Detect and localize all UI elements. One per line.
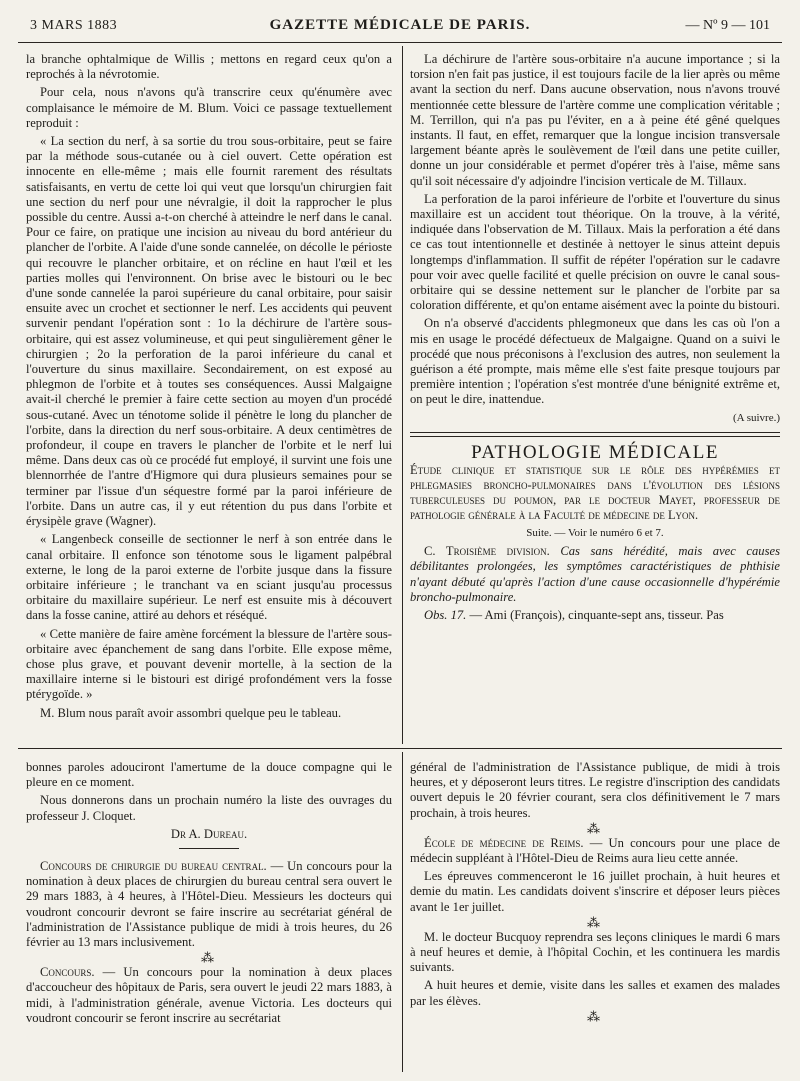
announcement-text: — Un concours pour une place de médecin suppléant à l'Hôtel-Dieu de Reims aura lieu cette année.	[410, 835, 781, 866]
announcement-paragraph	[410, 836, 780, 866]
upper-right-column	[410, 52, 780, 626]
upper-left-column	[26, 52, 392, 724]
middle-rule	[18, 748, 782, 749]
lower-right-column	[410, 760, 780, 1024]
upper-column-divider	[402, 46, 403, 744]
observation-label: Obs. 17.	[424, 608, 467, 623]
paragraph: « Cette manière de faire amène forcément la blessure de l'artère sous-orbitaire avec épanchement de sang dans l'orbite. Elle expose même, chose plus grave, et pouvant devenir mortelle, à la section de la maxillaire interne si le bistouri est dirigé profondément vers la fosse ptérygoïde. »	[26, 626, 392, 702]
paragraph: la branche ophtalmique de Willis ; mettons en regard ceux qu'on a reprochés à la névrotomie.	[26, 52, 392, 82]
ornament-stars: ⁂	[587, 1008, 603, 1024]
paragraph: bonnes paroles adouciront l'amertume de la douce compagne qui le pleure en ce moment.	[26, 760, 392, 790]
continuation-note: Suite. — Voir le numéro 6 et 7.	[526, 527, 664, 540]
paragraph: M. Blum nous paraît avoir assombri quelque peu le tableau.	[40, 705, 342, 720]
paragraph: général de l'administration de l'Assistance publique, de midi à trois heures, et y déposeront leurs titres. Le registre d'inscription des candidats ouvert depuis le 20 février courant, sera clos définitivement le 7 mars prochain, à trois heures.	[410, 760, 780, 820]
header-rule	[18, 42, 782, 43]
announcement-title: École de médecine de Reims.	[424, 835, 584, 850]
section-title: PATHOLOGIE MÉDICALE	[471, 441, 719, 463]
section-double-rule	[410, 432, 780, 437]
issue-page-number: — Nº 9 — 101	[685, 18, 770, 33]
paragraph: Pour cela, nous n'avons qu'à transcrire ceux qu'énumère avec complaisance le mémoire de M. Blum. Voici ce passage textuellement reproduit :	[26, 85, 392, 130]
paragraph: M. le docteur Bucquoy reprendra ses leçons cliniques le mardi 6 mars à neuf heures et demie, à l'hôpital Cochin, et les continuera les mardis suivants.	[410, 929, 780, 975]
lower-left-column	[26, 760, 392, 1029]
announcement-text: — Un concours pour la nomination à deux places d'accoucheur des hôpitaux de Paris, sera ouvert le jeudi 22 mars 1883, à midi, à l'administration générale, avenue Victoria. Les docteurs qui voudront concourir se feront inscrire au secrétariat	[26, 965, 392, 1025]
header-date: 3 MARS 1883	[30, 18, 118, 33]
paragraph: « Langenbeck conseille de sectionner le nerf à son entrée dans le canal orbitaire. Il enfonce son ténotome sous le ligament palpébral externe, le long de la paroi externe de l'orbite jusque dans la fissure orbitaire inférieure ; le tranchant va en sciant jusqu'au processus orbitaire du maxillaire supérieur. Le nerf est ensuite mis à découvert dans la fosse canine, attiré au dehors et réséqué.	[26, 532, 392, 623]
author-signature: Dr A. Dureau.	[170, 826, 248, 841]
paragraph: « La section du nerf, à sa sortie du trou sous-orbitaire, peut se faire par la méthode sous-cutanée ou à ciel ouvert. Cette opération est innocente en elle-même ; mais elle fournit rarement des résultats satisfaisants, en vertu de cette loi qui veut que lorsqu'un chirurgien fait une section du nerf pour une névralgie, il doit la rapprocher le plus possible du centre. Aussi a-t-on cherché à atteindre le nerf dans le canal. Pour ce faire, on pratique une incision au niveau du bord antérieur du plancher de l'orbite. A l'aide d'une sonde cannelée, on décolle le périoste qui recouvre le plancher orbitaire, et on récline en haut l'œil et les parties molles qui l'environnent. On brise avec le bistouri ou le bec d'une sonde cannelée la paroi supérieure du canal orbitaire, pour saisir ensuite avec un crochet et sectionner le nerf. Les accidents qui peuvent survenir pendant l'opération sont : 1o la déchirure de l'artère sous-orbitaire, qui est assez volumineuse, et qui peut singulièrement gêner le chirurgien ; 2o la perforation de la paroi inférieure du canal et l'ouverture du sinus maxillaire. Secondairement, on est exposé au phlegmon de l'orbite et à toutes ses conséquences. Aussi Malgaigne avait-il cherché le premier à faire cette section au moyen d'un procédé sous-cutané. Avec un ténotome solide il pénètre le long du plancher de l'orbite, dans la direction du nerf sous-orbitaire. A deux centimètres de profondeur, il coupe en travers le plancher de l'orbite et le nerf lui même. Dans deux cas où ce procédé fut employé, il survint une fois une blennorrhée de l'antre d'Higmore qui dura plusieurs semaines pour se terminer par l'issue d'un séquestre formé par la paroi inférieure de l'orbite. Dans un autre cas, il y eut rétention du pus dans l'orbite et érysipèle grave (Wagner).	[26, 134, 392, 529]
case-heading: C. Troisième division.	[424, 544, 550, 559]
ornament-stars: ⁂	[201, 950, 217, 966]
paragraph: A huit heures et demie, visite dans les salles et examen des malades par les élèves.	[410, 978, 780, 1008]
announcement-title: Concours de chirurgie du bureau central.	[40, 859, 267, 874]
paragraph: On n'a observé d'accidents phlegmoneux que dans les cas où l'on a mis en usage le procédé défectueux de Malgaigne. Quand on a suivi le procédé que nous préconisons à l'exclusion des autres, non seulement la guérison a été prompte, mais même elle s'est faite presque toujours par première intention ; l'opération s'est montrée d'une bénignité extrême et, on peut le dire, inattendue.	[410, 316, 780, 407]
paragraph: Les épreuves commenceront le 16 juillet prochain, à huit heures et demie du matin. Les candidats doivent s'inscrire et déposer leurs pièces avant le 1er juillet.	[410, 869, 780, 914]
separator-rule	[179, 848, 239, 849]
announcement-title: Concours.	[40, 965, 95, 980]
announcement-text: — Un concours pour la nomination à deux places de chirurgien du bureau central sera ouvert le 29 mars 1883, à 4 heures, à l'Hôtel-Dieu. Messieurs les docteurs qui voudront concourir devront se faire inscrire au secrétariat général de l'administration de l'Assistance publique de midi à trois heures, du 26 février au 13 mars inclusivement.	[26, 859, 393, 950]
page-header	[30, 16, 770, 38]
announcement-paragraph	[26, 859, 392, 950]
announcement-paragraph	[26, 965, 392, 1026]
ornament-stars: ⁂	[587, 914, 603, 930]
section-subtitle: Étude clinique et statistique sur le rôle des hypérémies et phlegmasies broncho-pulmonaires dans l'évolution des lésions tuberculeuses du poumon, par le docteur Mayet, professeur de pathologie générale à la Faculté de médecine de Lyon.	[410, 463, 780, 523]
lower-column-divider	[402, 752, 403, 1072]
case-description: Cas sans hérédité, mais avec causes débilitantes prolongées, les symptômes caractéristiques de phthisie n'ayant débuté qu'après l'action d'une cause occasionnelle d'hypérémie broncho-pulmonaire.	[410, 544, 780, 604]
ornament-stars: ⁂	[587, 820, 603, 836]
paragraph: La perforation de la paroi inférieure de l'orbite et l'ouverture du sinus maxillaire est un accident tout théorique. On la trouve, à la vérité, indiquée dans l'observation de M. Tillaux. Mais la perforation a été dans ce cas tout intentionnelle et destinée à nettoyer le sinus atteint depuis longtemps d'inflammation. Il suffit de répéter l'opération sur le cadavre pour voir avec quelle facilité et quelle précision on ouvre le canal sous-orbitaire qui se dessine nettement sur le plancher de l'orbite par sa coloration différente, et qu'on entame aisément avec la pointe du bistouri.	[410, 191, 780, 313]
paragraph: Nous donnerons dans un prochain numéro la liste des ouvrages du professeur J. Cloquet.	[26, 793, 392, 823]
case-paragraph	[410, 544, 780, 605]
observation-text: — Ami (François), cinquante-sept ans, tisseur. Pas	[469, 608, 724, 623]
to-be-continued: (A suivre.)	[732, 411, 780, 424]
paragraph: La déchirure de l'artère sous-orbitaire n'a aucune importance ; si la torsion n'en fait pas justice, il est toujours facile de la lier après ou même avant la section du nerf. Dans aucune observation, nous n'avons trouvé mentionnée cette blessure de l'artère comme une complication véritable ; M. Terrillon, qui n'a pas pu l'éviter, en a à peine été gêné quelques instants. Il faut, en effet, remarquer que la longue incision transversale largement béante après le soulèvement de l'œil dans une petite cuiller, donne un jour considérable et permet d'opérer très à l'aise, même sans qu'il soit nécessaire d'y adjoindre l'incision verticale de M. Tillaux.	[410, 52, 780, 188]
journal-title: GAZETTE MÉDICALE DE PARIS.	[269, 17, 531, 33]
observation-paragraph	[410, 608, 780, 623]
